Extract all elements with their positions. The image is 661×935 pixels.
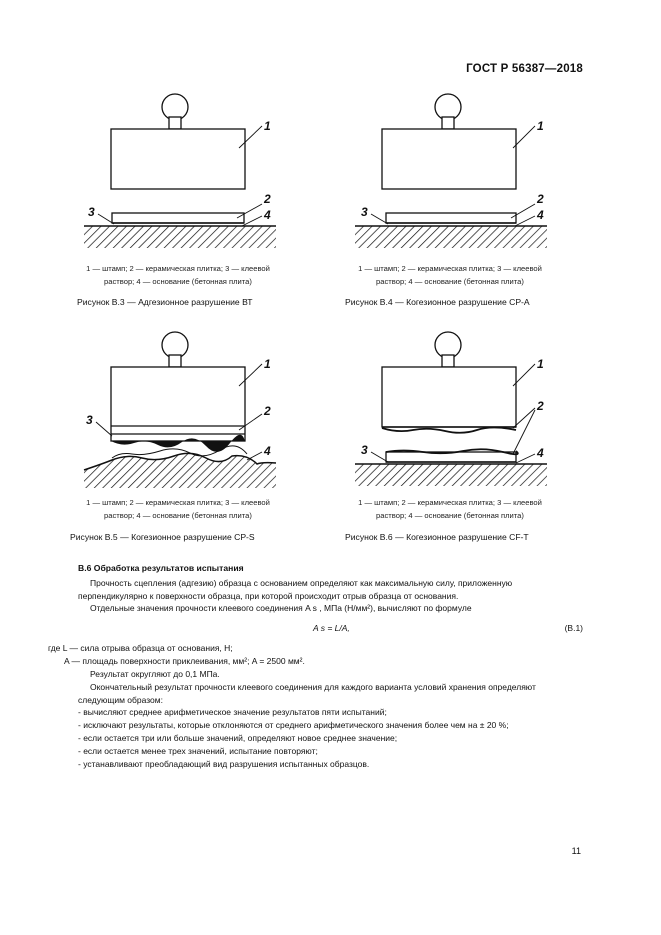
figure-b4-diagram: [353, 92, 553, 252]
figure-b3-caption: Рисунок В.3 — Адгезионное разрушение ВТ: [77, 297, 253, 307]
figure-b3-diagram: [82, 92, 282, 252]
section-title: В.6 Обработка результатов испытания: [78, 563, 244, 573]
stamp-body: [111, 129, 245, 189]
svg-text:4: 4: [264, 444, 271, 458]
svg-text:1: 1: [537, 119, 544, 133]
tile: [112, 213, 244, 223]
formula-number: (В.1): [564, 623, 583, 633]
where-line-2: A — площадь поверхности приклеивания, мм²; A = 2500 мм².: [64, 656, 305, 666]
svg-text:3: 3: [361, 205, 368, 219]
svg-text:3: 3: [86, 413, 93, 427]
figure-b6-diagram: [353, 330, 553, 490]
paragraph-1: Прочность сцепления (адгезию) образца с основанием определяют как максимальную силу, приложенную перпендикулярно к поверхности образца, при которой происходит отрыв образца от основания.: [78, 578, 513, 601]
label-2: 2: [264, 192, 271, 206]
label-4: 4: [264, 208, 271, 222]
figure-b5-legend: 1 — штамп; 2 — керамическая плитка; 3 — клеевой раствор; 4 — основание (бетонная плита): [86, 498, 270, 520]
svg-text:4: 4: [537, 446, 544, 460]
page-number: 11: [571, 846, 581, 856]
figure-b4-legend: 1 — штамп; 2 — керамическая плитка; 3 — клеевой раствор; 4 — основание (бетонная плита): [358, 264, 542, 286]
where-line-1: где L — сила отрыва образца от основания, Н;: [48, 643, 233, 653]
stamp-neck: [169, 117, 181, 129]
base-hatch: [84, 226, 276, 248]
svg-text:2: 2: [537, 399, 544, 413]
figure-b3-legend: 1 — штамп; 2 — керамическая плитка; 3 — клеевой раствор; 4 — основание (бетонная плита): [86, 264, 270, 286]
figure-b5-diagram: [82, 330, 282, 490]
figure-b6-caption: Рисунок В.6 — Когезионное разрушение CF-T: [345, 532, 529, 542]
svg-text:4: 4: [537, 208, 544, 222]
list-item: - устанавливают преобладающий вид разрушения испытанных образцов.: [78, 759, 370, 769]
list-item: - если остается менее трех значений, испытание повторяют;: [78, 746, 318, 756]
stamp-handle: [162, 94, 188, 120]
document-id: ГОСТ Р 56387—2018: [466, 63, 583, 75]
label-1: 1: [264, 119, 271, 133]
figure-b5-caption: Рисунок В.5 — Когезионное разрушение CP-S: [70, 532, 255, 542]
paragraph-4: Окончательный результат прочности клеевого соединения для каждого варианта условий хранения определяют следующим образом:: [78, 682, 536, 705]
formula: A s = L/A,: [313, 623, 350, 633]
svg-text:2: 2: [537, 192, 544, 206]
svg-text:2: 2: [264, 404, 271, 418]
paragraph-3: Результат округляют до 0,1 МПа.: [90, 669, 220, 679]
list-item: - исключают результаты, которые отклоняются от среднего арифметического значения более чем на ± 20 %;: [78, 720, 509, 730]
list-item: - вычисляют среднее арифметическое значение результатов пяти испытаний;: [78, 707, 387, 717]
paragraph-2: Отдельные значения прочности клеевого соединения A s , МПа (Н/мм²), вычисляют по формуле: [90, 603, 472, 613]
svg-text:3: 3: [361, 443, 368, 457]
list-item: - если остается три или больше значений, определяют новое среднее значение;: [78, 733, 398, 743]
svg-text:1: 1: [537, 357, 544, 371]
figure-b4-caption: Рисунок В.4 — Когезионное разрушение СР-А: [345, 297, 530, 307]
svg-text:1: 1: [264, 357, 271, 371]
label-3: 3: [88, 205, 95, 219]
figure-b6-legend: 1 — штамп; 2 — керамическая плитка; 3 — клеевой раствор; 4 — основание (бетонная плита): [358, 498, 542, 520]
